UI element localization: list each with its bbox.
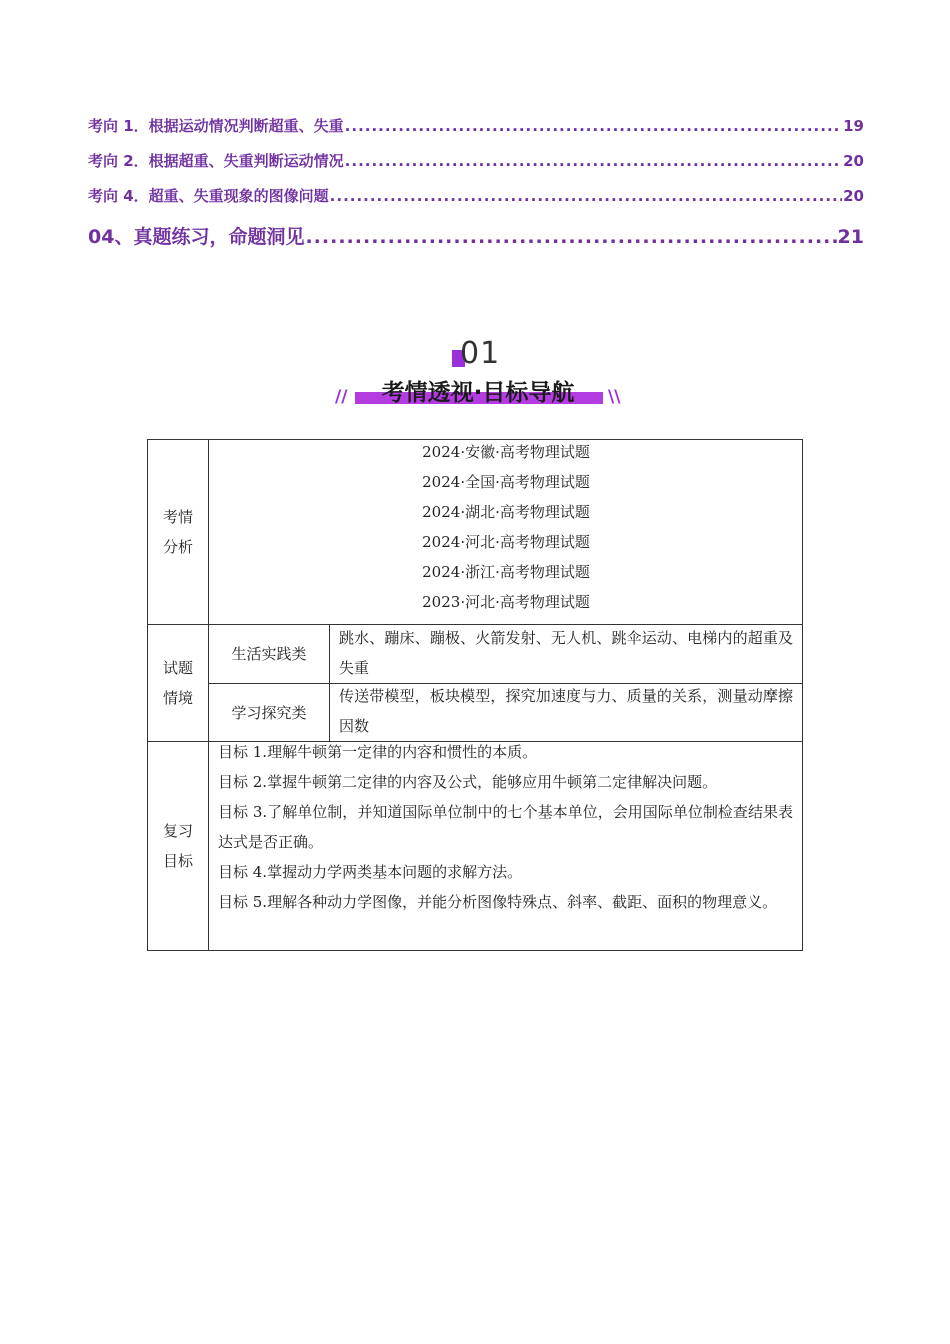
left-slash-decoration: //	[335, 387, 348, 407]
goal-item: 目标 2.掌握牛顿第二定律的内容及公式，能够应用牛顿第二定律解决问题。	[218, 773, 718, 791]
toc-entry[interactable]	[88, 222, 864, 249]
analysis-item: 2023·河北·高考物理试题	[422, 593, 590, 611]
scenario-category	[209, 625, 329, 683]
toc-leader-dots	[305, 226, 836, 248]
toc-leader-dots	[345, 152, 842, 170]
scenario-header-line: 试题	[162, 659, 193, 677]
toc-entry[interactable]	[88, 185, 864, 206]
scenario-content-text: 传送带模型，板块模型，探究加速度与力、质量的关系，测量动摩擦因数	[339, 687, 793, 735]
toc-entry[interactable]	[88, 150, 864, 171]
scenario-category	[209, 684, 329, 741]
right-slash-decoration: \\	[608, 387, 621, 407]
toc-leader-dots	[330, 187, 842, 205]
toc-entry[interactable]	[88, 115, 864, 136]
goals-header	[148, 742, 208, 950]
goals-header-line: 复习	[162, 822, 193, 840]
analysis-header-line: 分析	[162, 538, 193, 556]
scenario-category-label: 学习探究类	[231, 703, 307, 722]
section-number: 01	[460, 336, 501, 371]
analysis-item: 2024·河北·高考物理试题	[422, 533, 590, 551]
toc-entry-page: 19	[843, 117, 864, 135]
analysis-item: 2024·安徽·高考物理试题	[422, 443, 590, 461]
scenario-content	[330, 681, 802, 741]
analysis-item: 2024·全国·高考物理试题	[422, 473, 590, 491]
analysis-item: 2024·浙江·高考物理试题	[422, 563, 590, 581]
goal-item: 目标 4.掌握动力学两类基本问题的求解方法。	[218, 863, 523, 881]
analysis-header-line: 考情	[162, 508, 193, 526]
scenario-category-label: 生活实践类	[231, 645, 307, 663]
toc-leader-dots	[345, 117, 842, 135]
toc-entry-page: 21	[837, 226, 864, 248]
scenario-content	[330, 623, 802, 683]
scenario-header-line: 情境	[162, 689, 193, 707]
toc-entry-label: 考向 2．根据超重、失重判断运动情况	[88, 152, 344, 170]
goal-item: 目标 5.理解各种动力学图像，并能分析图像特殊点、斜率、截距、面积的物理意义。	[218, 893, 778, 911]
toc-entry-page: 20	[843, 152, 864, 170]
analysis-item: 2024·湖北·高考物理试题	[422, 503, 590, 521]
toc-entry-label: 考向 4．超重、失重现象的图像问题	[88, 187, 329, 205]
scenario-header	[148, 625, 208, 741]
toc-entry-label: 考向 1．根据运动情况判断超重、失重	[88, 117, 344, 135]
section-title: 考情透视·目标导航	[381, 380, 575, 406]
scenario-content-text: 跳水、蹦床、蹦极、火箭发射、无人机、跳伞运动、电梯内的超重及失重	[339, 629, 793, 677]
goals-list	[209, 737, 802, 917]
goal-item: 目标 3.了解单位制，并知道国际单位制中的七个基本单位，会用国际单位制检查结果表达式是否正确。	[218, 803, 793, 851]
toc-entry-page: 20	[843, 187, 864, 205]
goals-header-line: 目标	[162, 852, 193, 870]
exam-analysis-table	[147, 439, 803, 951]
analysis-list	[209, 437, 803, 621]
toc-entry-label: 04、真题练习，命题洞见	[88, 226, 305, 248]
goal-item: 目标 1.理解牛顿第一定律的内容和惯性的本质。	[218, 743, 538, 761]
analysis-header	[148, 440, 208, 624]
